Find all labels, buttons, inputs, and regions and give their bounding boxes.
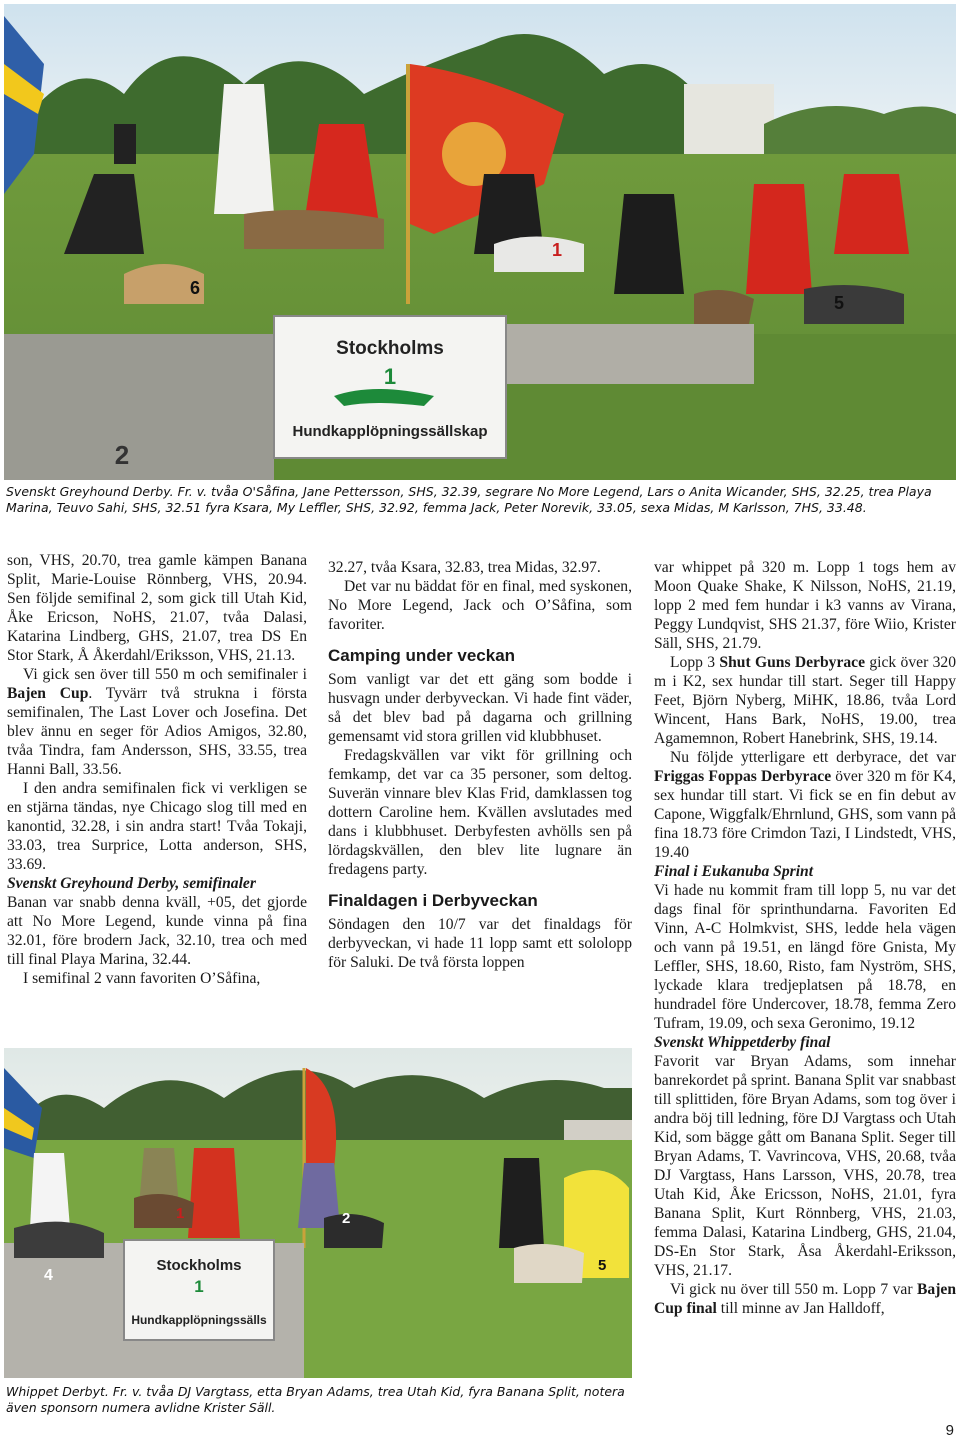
dog-bib-2: 1 bbox=[552, 240, 563, 260]
whippet-bib-3: 2 bbox=[342, 1210, 351, 1227]
whippet-bib-4: 5 bbox=[598, 1257, 607, 1274]
dog-bib-3: 5 bbox=[834, 293, 845, 313]
heading-finaldagen: Finaldagen i Derbyveckan bbox=[328, 891, 538, 910]
col3-paragraph: Lopp 3 Shut Guns Derbyrace gick över 320 m i K2, sex hundar till start. Seger till Happy Feet, Björn Nyberg, MiHK, 18.86, tvåa Lord Wincent, Hans Bark, NoHS, 19.00, trea Agamemnon, Robert Hanebrink, SHS, 19.14. bbox=[654, 654, 957, 747]
friggas-foppas-bold: Friggas Foppas Derbyrace bbox=[654, 768, 832, 785]
bottom-banner-number: 1 bbox=[194, 1277, 204, 1296]
whippet-bib-1: 4 bbox=[44, 1267, 53, 1284]
col3-paragraph: var whippet på 320 m. Lopp 1 togs hem av Moon Quake Shake, K Nilsson, NoHS, 21.19, lopp 2 med fem hundar i k3 vanns av Virana, Peggy Lundqvist, SHS 21.37, före Wiio, Krister Säll, SHS, 21.79. bbox=[654, 559, 956, 652]
heading-camping: Camping under veckan bbox=[328, 646, 516, 665]
top-photo bbox=[4, 4, 956, 480]
top-photo-caption: Svenskt Greyhound Derby. Fr. v. tvåa O'Såfina, Jane Pettersson, SHS, 32.39, segrare No More Legend, Lars o Anita Wicander, SHS, 32.25, trea Playa Marina, Teuvo Sahi, SHS, 32.51 fyra Ksara, My Leffler, SHS, 32.92, femma Jack, Peter Norevik, 33.05, sexa Midas, M Karlsson, 7HS, 33.48. bbox=[6, 484, 932, 515]
col1-paragraph: son, VHS, 20.70, trea gamle kämpen Banana Split, Marie-Louise Rönnberg, VHS, 20.94. Sen följde semifinal 2, som gick till Utah Kid, Åke Ericson, NoHS, 21.07, tvåa Dalasi, Katarina Lindberg, GHS, 21.07, trea DS En Stor Stark, Å Åkerdahl/Eriksson, VHS, 21.13. bbox=[7, 552, 307, 664]
dog-bib-1: 6 bbox=[190, 278, 201, 298]
col1-paragraph: Vi gick sen över till 550 m och semifinaler i Bajen Cup. Tyvärr två strukna i första semifinalen, The Last Lover och Josefina. Det blev ännu en seger för Adios Amigos, 32.80, tvåa Tindra, fam Andersson, SHS, 33.55, trea Hanni Ball, 33.56. bbox=[7, 666, 307, 778]
top-banner-number: 1 bbox=[383, 364, 397, 389]
col3-subheading: Svenskt Whippetderby final bbox=[654, 1034, 831, 1051]
column-2 bbox=[328, 558, 632, 972]
col1-paragraph: I semifinal 2 vann favoriten O’Såfina, bbox=[23, 970, 261, 987]
col1-paragraph: I den andra semifinalen fick vi verkligen se en stjärna tändas, nye Chicago slog till med en kanontid, 32.28, i sin andra start! Tvåa Tokaji, 33.03, trea Surprice, Lotta anderson, SHS, 33.69. bbox=[7, 780, 307, 873]
page-number: 9 bbox=[945, 1422, 954, 1439]
bottom-photo bbox=[4, 1048, 632, 1378]
top-banner-line2: Hundkapplöpningssällskap bbox=[292, 423, 488, 440]
column-1 bbox=[7, 551, 307, 988]
col2-paragraph: Söndagen den 10/7 var det finaldags för derbyveckan, vi hade 11 lopp samt ett sololopp för Saluki. De två första loppen bbox=[328, 916, 632, 971]
col2-paragraph: Som vanligt var det ett gäng som bodde i husvagn under derbyveckan. Vi hade fint väder, så det blev bad på dagarna och grillning gemensamt vid stora grillen vid klubbhuset. bbox=[328, 671, 632, 745]
bottom-banner-line2: Hundkapplöpningssälls bbox=[131, 1313, 267, 1327]
col1-subheading: Svenskt Greyhound Derby, semifinaler bbox=[7, 875, 256, 892]
col3-paragraph: Vi hade nu kommit fram till lopp 5, nu var det dags final för sprinthundarna. Favoriten Ed Vinn, A-C Holmkvist, SHS, ledde hela vägen och vann på 19.51, en längd före Gnista, My Leffler, SHS, 18.60, Risto, fam Nyström, SHS, lyckade klara tredjeplatsen på 18.78, en hundradel före Undercover, 18.78, femma Zero Tufram, 19.09, och sexa Geronimo, 19.12 bbox=[654, 882, 956, 1032]
bottom-photo-caption: Whippet Derbyt. Fr. v. tvåa DJ Vargtass, etta Bryan Adams, trea Utah Kid, fyra Banana Split, notera även sponsorn numera avlidne Krister Säll. bbox=[6, 1384, 625, 1415]
col3-subheading: Final i Eukanuba Sprint bbox=[654, 863, 814, 880]
col3-paragraph: Favorit var Bryan Adams, som innehar banrekordet på sprint. Banana Split var snabbast till splittiden, före Bryan Adams, som tog över i andra böj till ledning, före DJ Vargtass och Utah Kid, som bägge gått om Banana Split. Seger till Bryan Adams, T. Vavrincova, VHS, 20.68, tvåa DJ Vargtass, Hans Larsson, VHS, 20.78, trea Utah Kid, Åke Ericsson, NoHS, 21.01, fyra Banana Split, Kurt Rönnberg, VHS, 21.03, femma Dalasi, Katarina Lindberg, GHS, 21.04, DS-En Stor Stark, Åsa Åkerdahl-Eriksson, VHS, 21.17. bbox=[654, 1053, 956, 1279]
col2-paragraph: 32.27, tvåa Ksara, 32.83, trea Midas, 32.97. bbox=[328, 559, 601, 576]
col3-paragraph: Nu följde ytterligare ett derbyrace, det var Friggas Foppas Derbyrace över 320 m för K4, sex hundar till start. Vi fick se en fin debut av Capone, Wiggfalk/Ehrnlund, GHS, som vann på fina 18.73 före Crimdon Tazi, I Lindstedt, VHS, 19.40 bbox=[654, 749, 957, 861]
bottom-banner-line1: Stockholms bbox=[156, 1257, 242, 1274]
col1-paragraph: Banan var snabb denna kväll, +05, det gjorde att No More Legend, kunde vinna på fina 32.01, före brodern Jack, 32.10, trea och med till final Playa Marina, 32.44. bbox=[7, 894, 307, 968]
shut-guns-bold: Shut Guns Derbyrace bbox=[719, 654, 866, 671]
col2-paragraph: Fredagskvällen var vikt för grillning och femkamp, det var ca 35 personer, som deltog. Suverän vinnare blev Klas Frid, damklassen tog dottern Caroline hem. Kvällen avslutades med dans i klubbhuset. Derbyfesten avhölls sen på lördagskvällen, den blev lite lugnare än fredagens party. bbox=[328, 747, 632, 878]
column-3 bbox=[654, 558, 956, 1318]
col3-paragraph: Vi gick nu över till 550 m. Lopp 7 var Bajen Cup final till minne av Jan Halldoff, bbox=[654, 1281, 956, 1317]
top-podium-2: 2 bbox=[114, 440, 130, 470]
bajen-cup-final-bold: Bajen Cup final bbox=[654, 1281, 956, 1317]
bajen-cup-bold: Bajen Cup bbox=[7, 685, 89, 702]
whippet-bib-2: 1 bbox=[176, 1205, 185, 1222]
col2-paragraph: Det var nu bäddat för en final, med syskonen, No More Legend, Jack och O’Såfina, som favoriter. bbox=[328, 578, 632, 633]
top-banner-line1: Stockholms bbox=[336, 338, 444, 359]
